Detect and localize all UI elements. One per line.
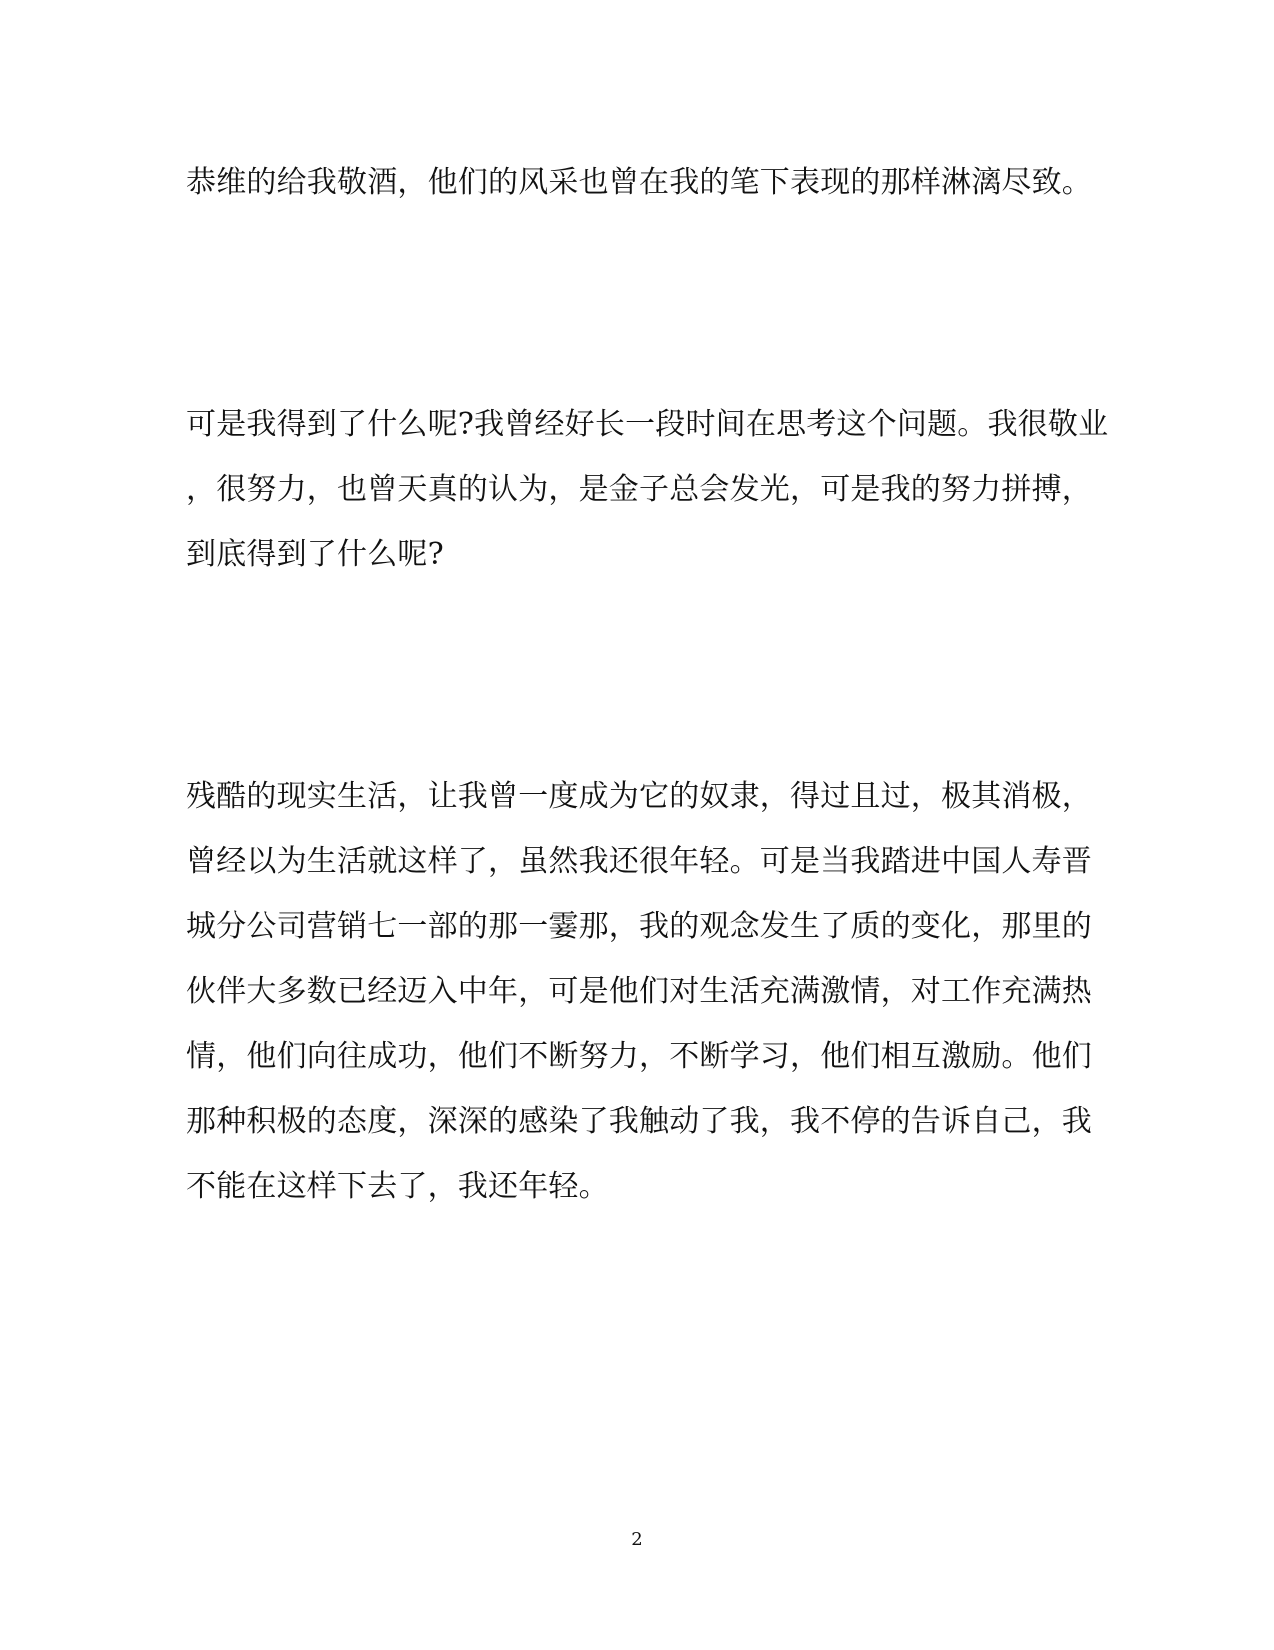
paragraph-3-line-2: 曾经以为生活就这样了，虽然我还很年轻。可是当我踏进中国人寿晋: [186, 844, 1092, 879]
paragraph-3-line-7: 不能在这样下去了，我还年轻。: [186, 1169, 609, 1204]
paragraph-2-line-1: 可是我得到了什么呢?我曾经好长一段时间在思考这个问题。我很敬业: [186, 407, 1109, 442]
paragraph-1-line-1: 恭维的给我敬酒，他们的风采也曾在我的笔下表现的那样淋漓尽致。: [186, 165, 1092, 200]
page-number: 2: [631, 1529, 643, 1550]
paragraph-2-line-2: ，很努力，也曾天真的认为，是金子总会发光，可是我的努力拼搏，: [186, 472, 1092, 507]
paragraph-3-line-1: 残酷的现实生活，让我曾一度成为它的奴隶，得过且过，极其消极，: [186, 779, 1092, 814]
paragraph-3-line-3: 城分公司营销七一部的那一霎那，我的观念发生了质的变化，那里的: [186, 909, 1092, 944]
paragraph-2-line-3: 到底得到了什么呢?: [186, 537, 444, 572]
paragraph-3-line-4: 伙伴大多数已经迈入中年，可是他们对生活充满激情，对工作充满热: [186, 974, 1092, 1009]
paragraph-3-line-6: 那种积极的态度，深深的感染了我触动了我，我不停的告诉自己，我: [186, 1104, 1092, 1139]
paragraph-3-line-5: 情，他们向往成功，他们不断努力，不断学习，他们相互激励。他们: [186, 1039, 1092, 1074]
